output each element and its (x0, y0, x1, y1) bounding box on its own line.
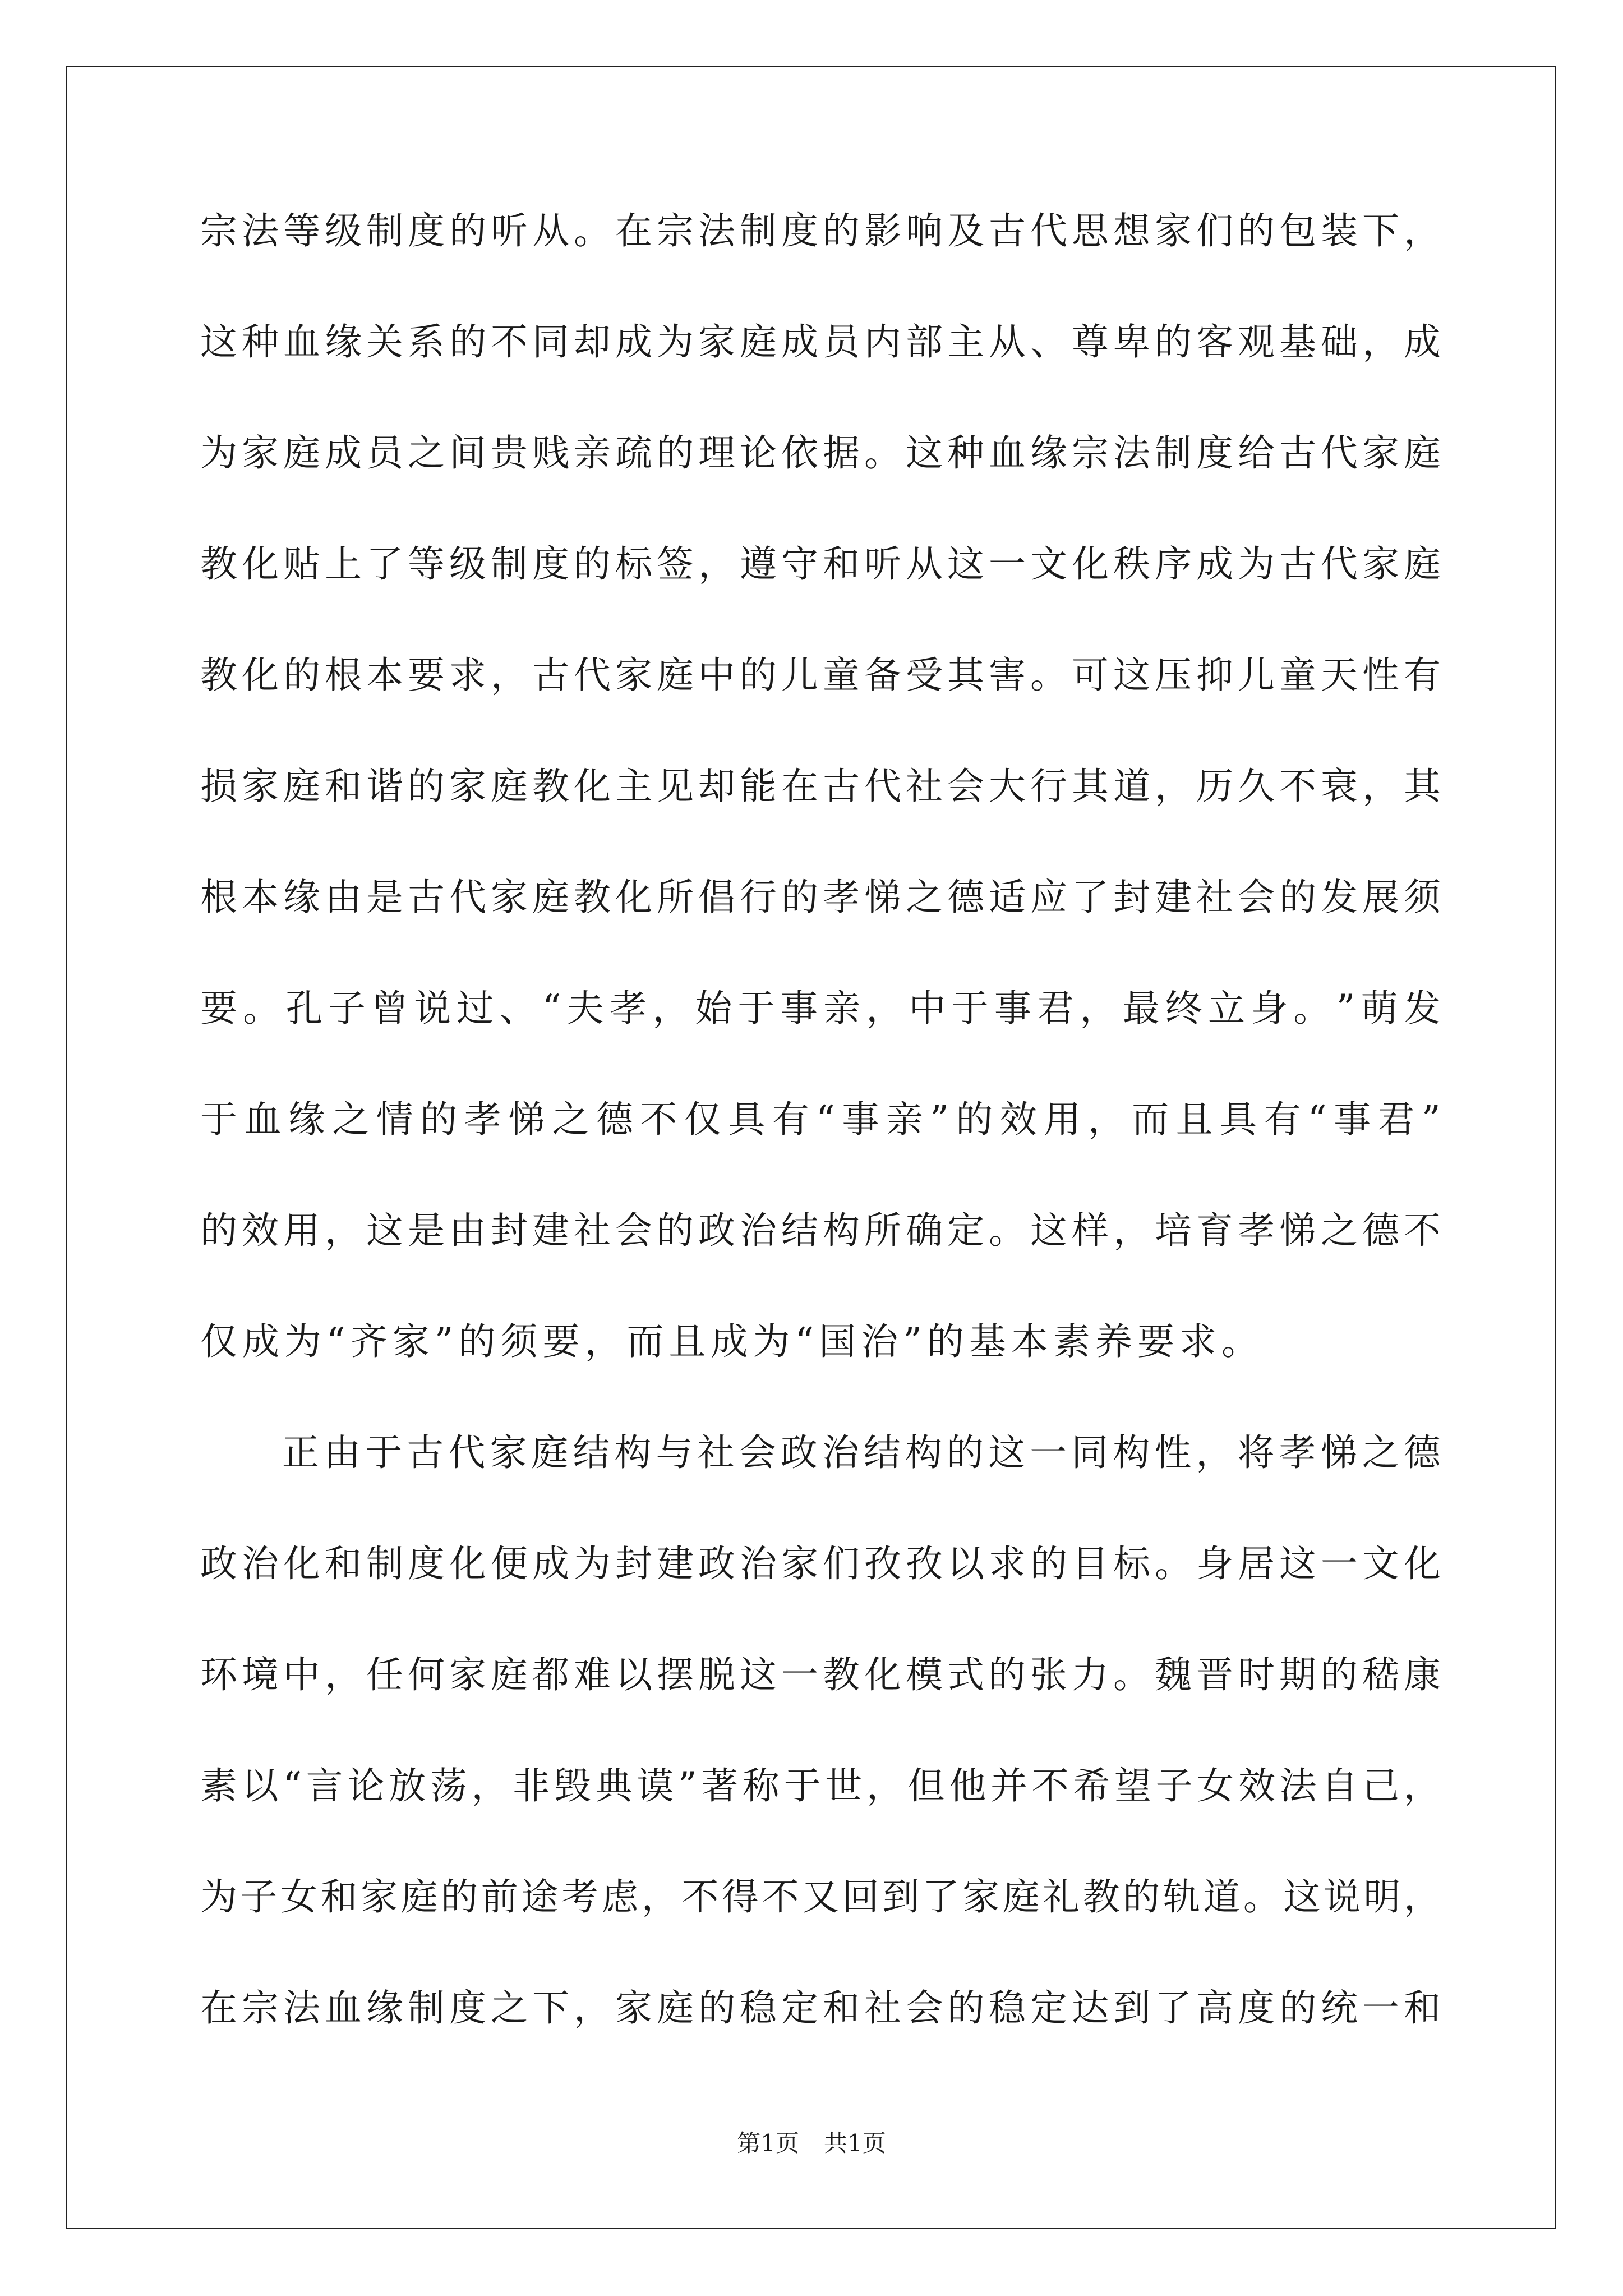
text-line: 为 家 庭 成 员 之 间 贵 贱 亲 疏 的 理 论 依 据 。 这 种 血 缘 宗 法 制 度 给 古 代 家 庭 (200, 431, 1441, 475)
text-line: 损 家 庭 和 谐 的 家 庭 教 化 主 见 却 能 在 古 代 社 会 大 行 其 道 ， 历 久 不 衰 ， 其 (200, 765, 1441, 808)
text-line: 为 子 女 和 家 庭 的 前 途 考 虑 ， 不 得 不 又 回 到 了 家 庭 礼 教 的 轨 道 。 这 说 明 ， (200, 1875, 1441, 1918)
document-body (200, 209, 1441, 2097)
text-line: 环 境 中 ， 任 何 家 庭 都 难 以 摆 脱 这 一 教 化 模 式 的 张 力 。 魏 晋 时 期 的 嵇 康 (200, 1653, 1441, 1696)
text-line: 仅成为“齐家”的须要，而且成为“国治”的基本素养要求。 (200, 1320, 1264, 1363)
text-line: 正 由 于 古 代 家 庭 结 构 与 社 会 政 治 结 构 的 这 一 同 构 性 ， 将 孝 悌 之 德 (282, 1431, 1441, 1474)
text-line: 教 化 的 根 本 要 求 ， 古 代 家 庭 中 的 儿 童 备 受 其 害 。 可 这 压 抑 儿 童 天 性 有 (200, 654, 1441, 697)
text-line: 这 种 血 缘 关 系 的 不 同 却 成 为 家 庭 成 员 内 部 主 从 、 尊 卑 的 客 观 基 础 ， 成 (200, 320, 1441, 364)
text-line: 于 血 缘 之 情 的 孝 悌 之 德 不 仅 具 有 “ 事 亲 ” 的 效 用 ， 而 且 具 有 “ 事 君 ” (200, 1098, 1441, 1141)
text-line: 宗 法 等 级 制 度 的 听 从 。 在 宗 法 制 度 的 影 响 及 古 代 思 想 家 们 的 包 装 下 ， (200, 209, 1441, 252)
text-line: 政 治 化 和 制 度 化 便 成 为 封 建 政 治 家 们 孜 孜 以 求 的 目 标 。 身 居 这 一 文 化 (200, 1542, 1441, 1585)
text-line: 素 以 “ 言 论 放 荡 ， 非 毁 典 谟 ” 著 称 于 世 ， 但 他 并 不 希 望 子 女 效 法 自 己 ， (200, 1764, 1441, 1807)
page-footer (0, 2129, 1623, 2157)
page-number: 第1页 (737, 2129, 799, 2157)
text-line: 要 。 孔 子 曾 说 过 、 “ 夫 孝 ， 始 于 事 亲 ， 中 于 事 君 ， 最 终 立 身 。 ” 萌 发 (200, 987, 1441, 1030)
page-total: 共1页 (824, 2129, 886, 2157)
text-line: 根 本 缘 由 是 古 代 家 庭 教 化 所 倡 行 的 孝 悌 之 德 适 应 了 封 建 社 会 的 发 展 须 (200, 876, 1441, 919)
text-line: 的 效 用 ， 这 是 由 封 建 社 会 的 政 治 结 构 所 确 定 。 这 样 ， 培 育 孝 悌 之 德 不 (200, 1209, 1441, 1252)
text-line: 教 化 贴 上 了 等 级 制 度 的 标 签 ， 遵 守 和 听 从 这 一 文 化 秩 序 成 为 古 代 家 庭 (200, 542, 1441, 586)
text-line: 在 宗 法 血 缘 制 度 之 下 ， 家 庭 的 稳 定 和 社 会 的 稳 定 达 到 了 高 度 的 统 一 和 (200, 1986, 1441, 2030)
